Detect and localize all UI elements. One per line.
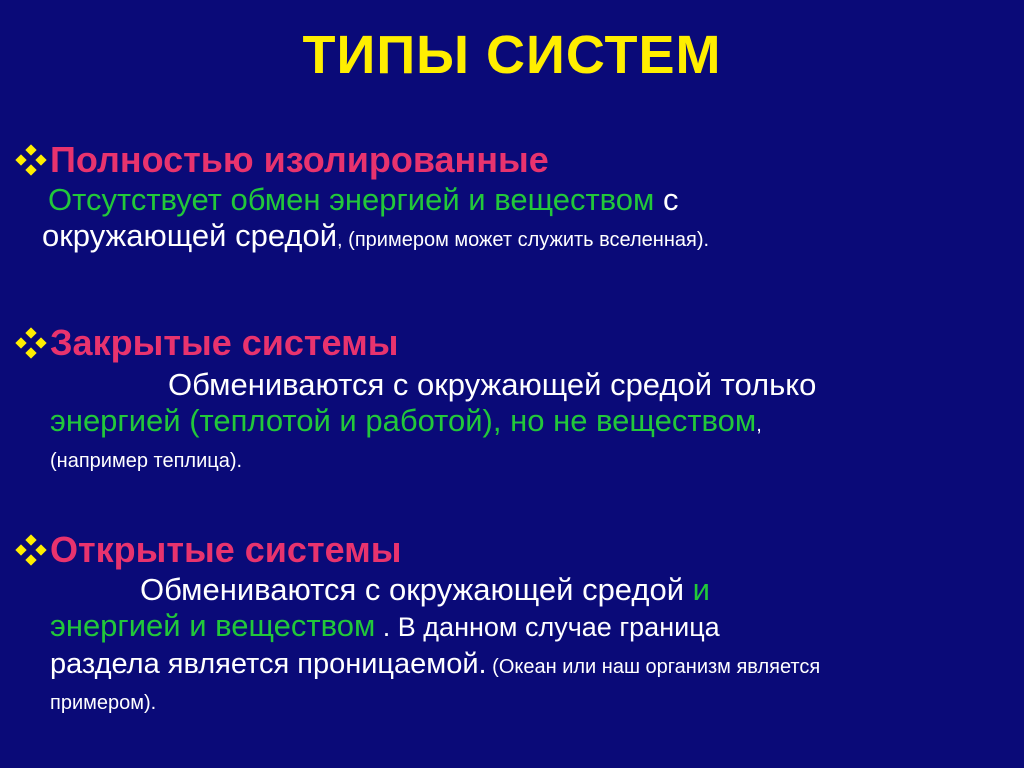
section-body <box>50 367 1014 475</box>
body-text-white: . В данном случае граница <box>375 612 720 642</box>
body-text-green: и <box>684 572 710 607</box>
body-text-green: энергией и веществом <box>50 608 376 643</box>
body-text-small: , (примером может служить вселенная). <box>337 229 710 251</box>
body-text-small: примером). <box>50 692 157 714</box>
section-heading <box>14 530 1014 570</box>
diamond-bullet-icon <box>14 143 48 177</box>
section-open <box>14 530 1014 717</box>
body-text-white: Обмениваются с окружающей средой <box>140 572 685 607</box>
section-closed <box>14 323 1014 475</box>
body-text-small: , <box>756 414 762 436</box>
heading-text: Открытые системы <box>50 529 402 570</box>
slide-title: ТИПЫ СИСТЕМ <box>302 25 722 85</box>
body-text-white: раздела является проницаемой. <box>50 648 487 680</box>
body-text-small: (например теплица). <box>50 450 243 472</box>
diamond-bullet-icon <box>14 326 48 360</box>
section-body <box>42 182 1014 258</box>
body-text-white: с <box>654 182 679 217</box>
diamond-bullet-icon <box>14 533 48 567</box>
body-text-small: (Океан или наш организм является <box>486 656 821 678</box>
section-body <box>50 572 1014 717</box>
section-isolated <box>14 140 1014 258</box>
body-text-green: Отсутствует обмен энергией и веществом <box>48 182 655 217</box>
body-text-white: окружающей средой <box>42 218 338 253</box>
body-text-white: Обмениваются с окружающей средой только <box>168 367 817 402</box>
section-heading <box>14 140 1014 180</box>
heading-text: Полностью изолированные <box>50 139 549 180</box>
heading-text: Закрытые системы <box>50 322 399 363</box>
section-heading <box>14 323 1014 363</box>
body-text-green: энергией (теплотой и работой), но не веществом <box>50 403 757 438</box>
